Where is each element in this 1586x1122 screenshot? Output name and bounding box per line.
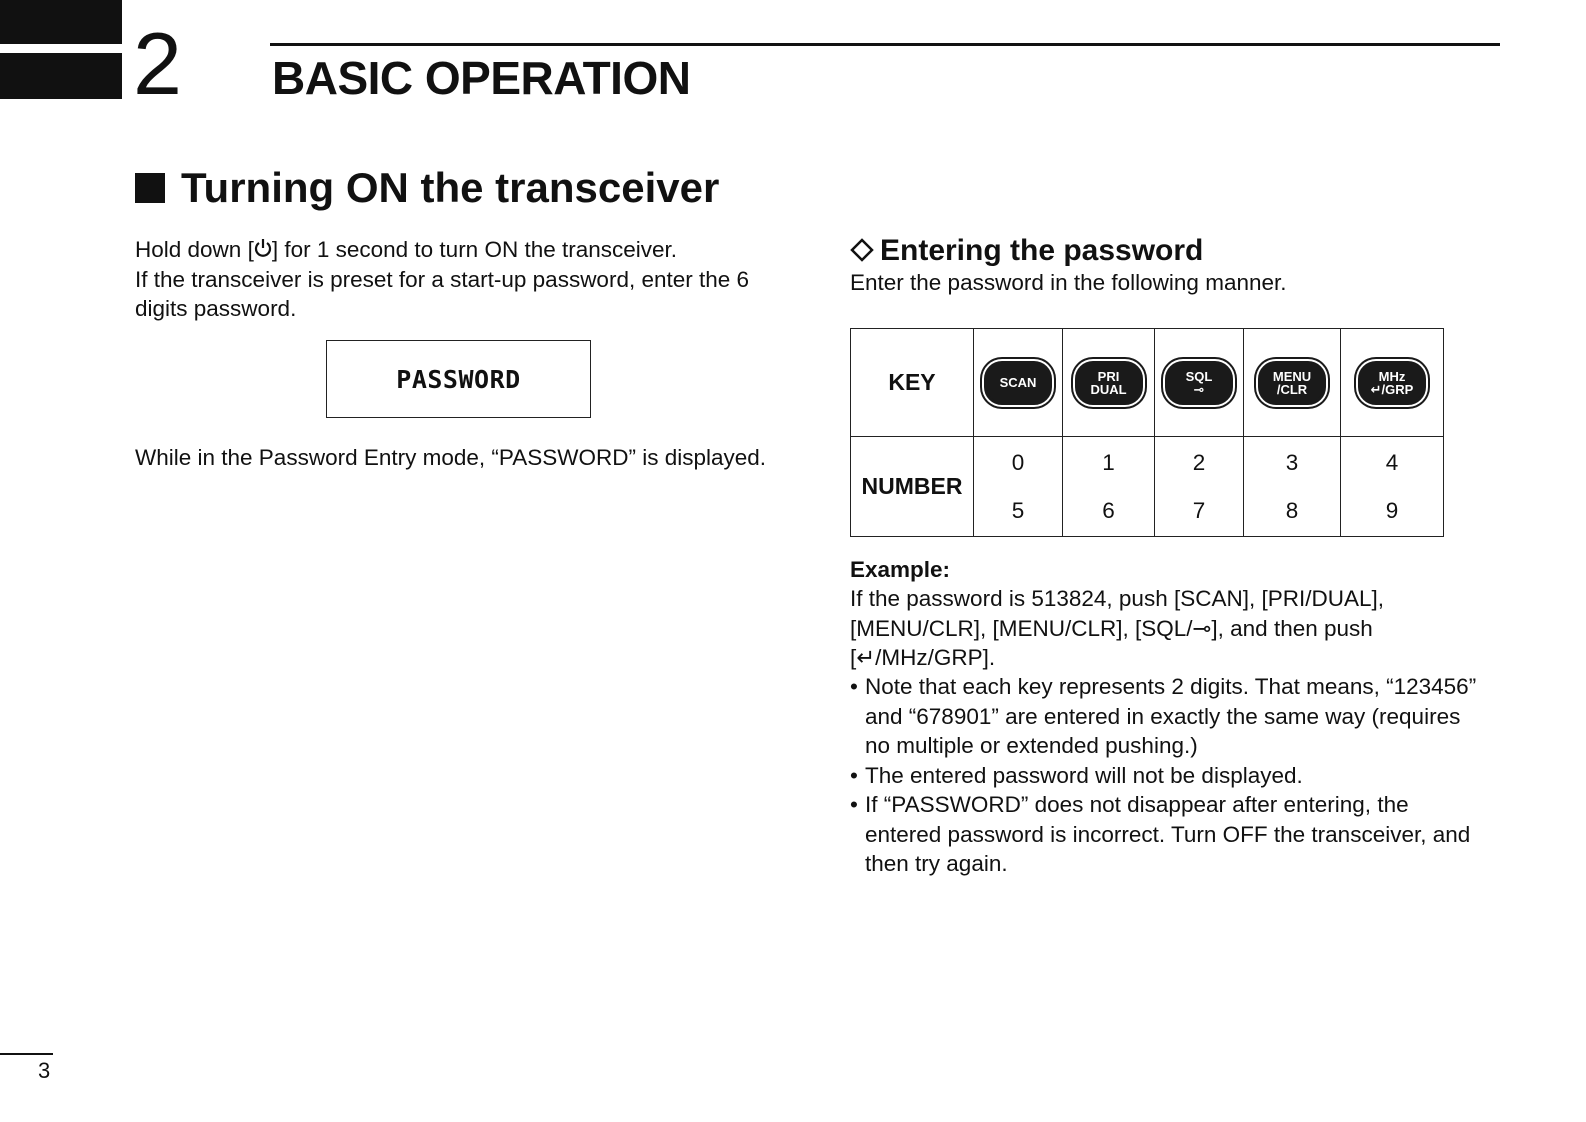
page-number-rule <box>0 1053 53 1055</box>
notes-list <box>850 672 1490 879</box>
key-row <box>851 329 1444 437</box>
number-cell: 0 5 <box>974 437 1063 537</box>
list-item: • The entered password will not be displayed. <box>850 761 1490 791</box>
section-title <box>135 163 719 213</box>
section-title-text: Turning ON the transceiver <box>181 164 720 211</box>
mhz-grp-key-icon: MHz ↵/GRP <box>1358 361 1426 405</box>
list-item: • Note that each key represents 2 digits. That means, “123456” and “678901” are entered in exactly the same way (requires no multiple or extended pushing.) <box>850 672 1490 761</box>
key-cell-pri-dual <box>1063 329 1155 437</box>
intro-text-start: Hold down [ <box>135 237 254 262</box>
intro-paragraph <box>135 235 795 324</box>
chapter-tab-bar-top <box>0 0 122 44</box>
key-cell-scan <box>974 329 1063 437</box>
key-number-table <box>850 328 1444 537</box>
number-cell: 1 6 <box>1063 437 1155 537</box>
lcd-display <box>326 340 591 418</box>
number-cell: 4 9 <box>1341 437 1444 537</box>
key-cell-sql <box>1155 329 1244 437</box>
number-cell: 2 7 <box>1155 437 1244 537</box>
header-rule <box>270 43 1500 46</box>
mode-note: While in the Password Entry mode, “PASSWORD” is displayed. <box>135 445 767 470</box>
example-title: Example: <box>850 557 951 582</box>
number-row <box>851 437 1444 537</box>
subsection-intro: Enter the password in the following manner. <box>850 270 1287 295</box>
chapter-number: 2 <box>133 14 182 113</box>
subsection-title <box>850 233 1203 269</box>
scan-key-icon: SCAN <box>984 361 1052 405</box>
power-icon <box>254 237 272 259</box>
key-cell-menu-clr <box>1244 329 1341 437</box>
number-cell: 3 8 <box>1244 437 1341 537</box>
key-cell-mhz-grp <box>1341 329 1444 437</box>
lcd-display-text: PASSWORD <box>396 364 521 394</box>
subsection-title-text: Entering the password <box>880 234 1204 267</box>
intro-line2: If the transceiver is preset for a start-up password, enter the 6 digits password. <box>135 266 750 321</box>
key-header: KEY <box>851 329 974 437</box>
chapter-tab-bar-bottom <box>0 53 122 99</box>
intro-text-end: ] for 1 second to turn ON the transceiver. <box>271 237 678 262</box>
pri-dual-key-icon: PRI DUAL <box>1075 361 1143 405</box>
example-text: If the password is 513824, push [SCAN], [PRI/DUAL], [MENU/CLR], [MENU/CLR], [SQL/⊸], and then push [↵/MHz/GRP]. <box>850 586 1385 670</box>
list-item: • If “PASSWORD” does not disappear after entering, the entered password is incorrect. Turn OFF the transceiver, and then try again. <box>850 790 1490 879</box>
menu-clr-key-icon: MENU /CLR <box>1258 361 1326 405</box>
sql-key-icon: SQL ⊸ <box>1165 361 1233 405</box>
number-header: NUMBER <box>851 437 974 537</box>
page-number: 3 <box>38 1058 51 1083</box>
chapter-title: BASIC OPERATION <box>272 52 691 104</box>
diamond-icon <box>850 238 874 262</box>
square-bullet-icon <box>135 173 165 203</box>
